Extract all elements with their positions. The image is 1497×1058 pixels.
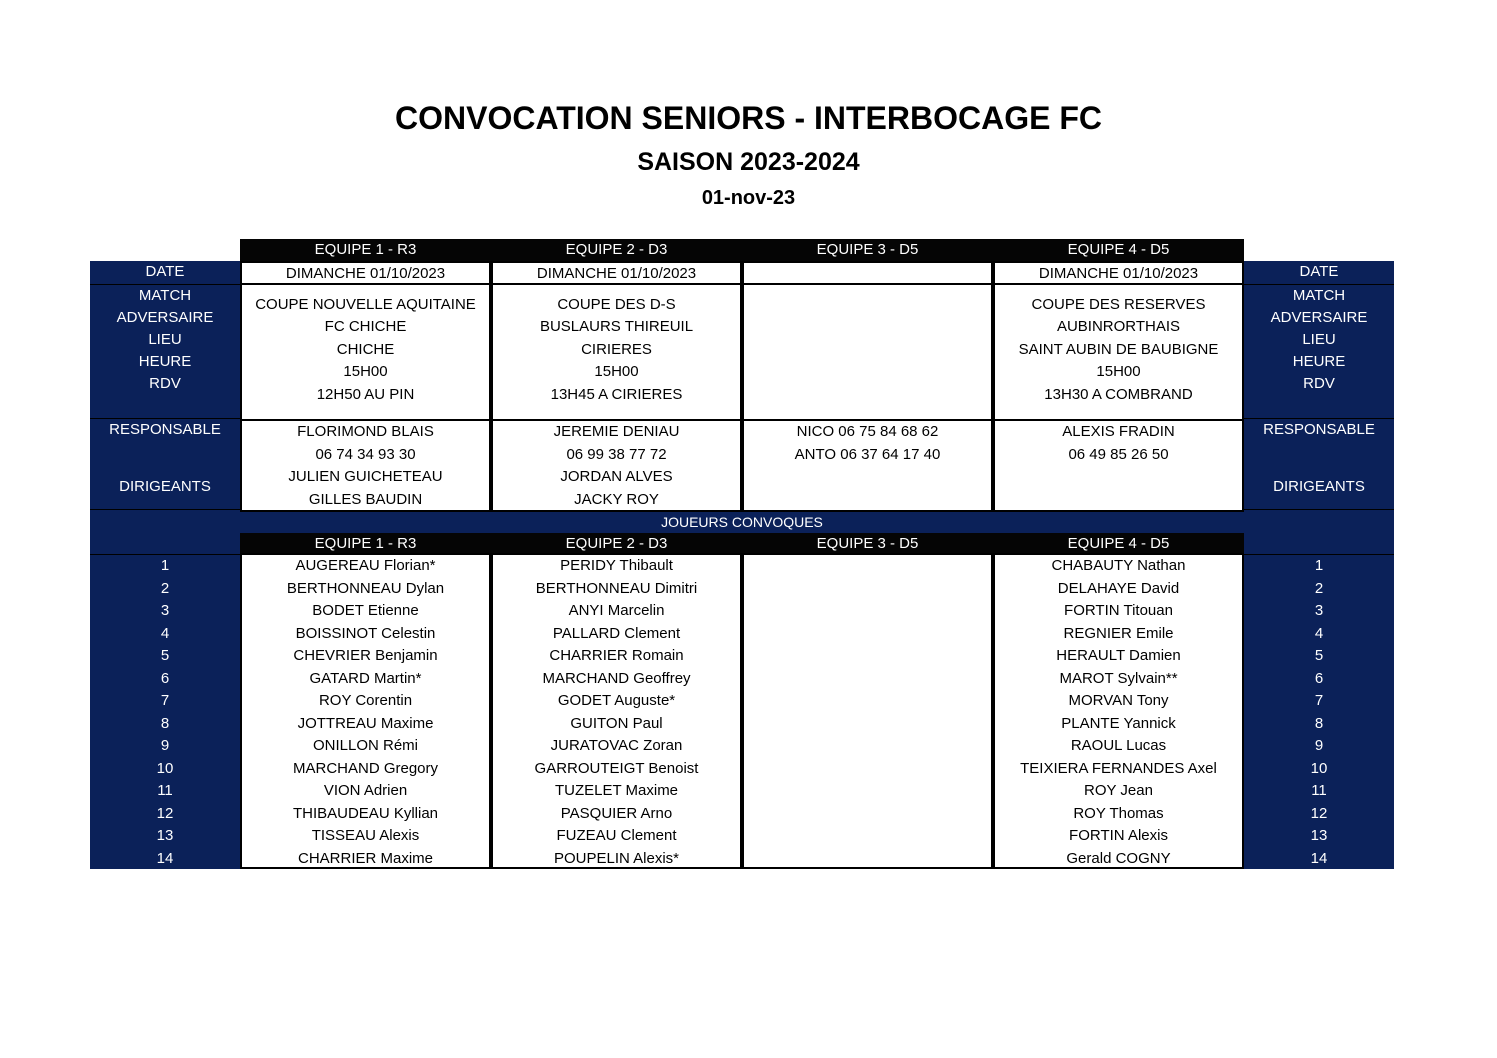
player-name: FUZEAU Clement <box>556 827 677 844</box>
player-name <box>744 848 991 870</box>
player-name: AUGEREAU Florian* <box>295 557 436 574</box>
label-adversaire-right: ADVERSAIRE <box>1270 309 1368 326</box>
label-heure: HEURE <box>138 353 192 370</box>
player-name: REGNIER Emile <box>1063 624 1174 642</box>
label-lieu-right: LIEU <box>1302 331 1336 348</box>
player-name <box>744 600 991 622</box>
player-name <box>744 690 991 712</box>
team-rdv <box>744 384 991 406</box>
team-heure: 15H00 <box>1096 363 1141 380</box>
player-name: GODET Auguste* <box>557 692 676 709</box>
label-lieu: LIEU <box>148 331 182 348</box>
left-labels-column <box>90 261 240 869</box>
player-number-left: 13 <box>156 827 174 844</box>
team-header-players: EQUIPE 4 - D5 <box>993 533 1244 555</box>
label-dirigeants-right: DIRIGEANTS <box>1273 478 1365 495</box>
player-name: TEIXIERA FERNANDES Axel <box>1020 759 1217 777</box>
team-date: DIMANCHE 01/10/2023 <box>285 265 446 282</box>
player-name <box>744 735 991 757</box>
team-phone: ANTO 06 37 64 17 40 <box>794 446 941 463</box>
team-responsable: ALEXIS FRADIN <box>1062 423 1175 440</box>
player-name: DELAHAYE David <box>1057 579 1180 597</box>
player-name: MARCHAND Geoffrey <box>542 669 691 687</box>
player-name: THIBAUDEAU Kyllian <box>292 804 439 822</box>
player-name: PERIDY Thibault <box>560 557 673 574</box>
team-match: COUPE NOUVELLE AQUITAINE <box>255 296 476 313</box>
player-number-left: 5 <box>160 647 170 664</box>
player-name: HERAULT Damien <box>1056 647 1181 664</box>
player-name: BERTHONNEAU Dylan <box>286 579 445 597</box>
team-staff-box <box>491 419 742 512</box>
team-header-players: EQUIPE 3 - D5 <box>742 533 993 555</box>
player-number-left: 12 <box>156 804 174 822</box>
player-name: MAROT Sylvain** <box>1059 669 1178 687</box>
label-adversaire: ADVERSAIRE <box>116 309 214 326</box>
player-name: RAOUL Lucas <box>1070 737 1167 754</box>
team-staff-box <box>742 419 993 512</box>
player-name: PLANTE Yannick <box>1061 714 1176 732</box>
team-match <box>744 294 991 316</box>
player-name: CHARRIER Maxime <box>297 849 433 867</box>
player-name: VION Adrien <box>323 782 408 799</box>
player-number-left: 14 <box>156 849 174 867</box>
team-match-box <box>742 283 993 421</box>
team-adversaire: FC CHICHE <box>324 318 407 335</box>
player-name: ROY Thomas <box>1073 804 1164 822</box>
player-name: BERTHONNEAU Dimitri <box>535 579 698 597</box>
joueurs-convoques-banner: JOUEURS CONVOQUES <box>240 511 1244 533</box>
team-dirigeant-2: JACKY ROY <box>574 491 659 508</box>
team-dirigeant-2: GILLES BAUDIN <box>308 491 423 508</box>
player-name: ROY Corentin <box>318 692 413 709</box>
player-name <box>744 803 991 825</box>
team-dirigeant-1 <box>995 466 1242 488</box>
player-number-right: 8 <box>1314 714 1324 732</box>
label-responsable: RESPONSABLE <box>109 421 221 438</box>
label-match: MATCH <box>138 287 192 304</box>
team-date <box>744 263 991 285</box>
label-match-right: MATCH <box>1292 287 1346 304</box>
player-name <box>744 713 991 735</box>
label-date-right: DATE <box>1299 263 1339 280</box>
team-rdv: 13H30 A COMBRAND <box>1044 386 1193 403</box>
player-number-left: 10 <box>156 759 174 777</box>
team-header-players: EQUIPE 2 - D3 <box>491 533 742 555</box>
player-name: FORTIN Alexis <box>1069 827 1168 844</box>
team-lieu <box>744 339 991 361</box>
player-number-right: 13 <box>1310 827 1328 844</box>
player-number-left: 2 <box>160 579 170 597</box>
team-date: DIMANCHE 01/10/2023 <box>536 265 697 282</box>
team-dirigeant-1 <box>744 466 991 488</box>
team-phone: 06 99 38 77 72 <box>566 446 667 463</box>
team-header: EQUIPE 1 - R3 <box>240 239 491 261</box>
player-number-right: 2 <box>1314 579 1324 597</box>
document-date: 01-nov-23 <box>701 187 796 209</box>
team-heure <box>744 361 991 383</box>
convocation-table <box>90 239 1396 869</box>
player-number-left: 1 <box>160 557 170 574</box>
player-number-left: 11 <box>157 782 173 799</box>
player-name <box>744 825 991 847</box>
player-number-right: 9 <box>1314 737 1324 754</box>
label-responsable-right: RESPONSABLE <box>1263 421 1375 438</box>
team-match: COUPE DES D-S <box>557 296 676 313</box>
player-name: POUPELIN Alexis* <box>553 849 680 867</box>
player-number-right: 1 <box>1314 557 1324 574</box>
label-heure-right: HEURE <box>1292 353 1346 370</box>
player-name <box>744 555 991 577</box>
team-lieu: CHICHE <box>336 341 395 358</box>
player-number-right: 5 <box>1314 647 1324 664</box>
right-labels-column <box>1244 261 1394 869</box>
label-rdv: RDV <box>149 375 181 392</box>
player-name: MORVAN Tony <box>1068 692 1169 709</box>
player-name: ROY Jean <box>1084 782 1153 799</box>
player-name <box>744 578 991 600</box>
player-number-right: 14 <box>1310 849 1328 867</box>
team-dirigeant-2 <box>744 489 991 511</box>
player-number-left: 8 <box>160 714 170 732</box>
player-name: MARCHAND Gregory <box>292 759 439 777</box>
team-players-box <box>993 553 1244 869</box>
team-dirigeant-2 <box>995 489 1242 511</box>
team-heure: 15H00 <box>343 363 388 380</box>
player-name: CHEVRIER Benjamin <box>293 647 438 664</box>
team-dirigeant-1: JULIEN GUICHETEAU <box>288 468 443 485</box>
player-name: CHABAUTY Nathan <box>1051 557 1186 574</box>
team-date-box <box>491 261 742 285</box>
team-adversaire: BUSLAURS THIREUIL <box>539 318 694 335</box>
player-name <box>744 623 991 645</box>
player-name: GATARD Martin* <box>309 669 422 687</box>
player-name: GARROUTEIGT Benoist <box>534 759 699 777</box>
player-name: PASQUIER Arno <box>560 804 673 822</box>
team-match: COUPE DES RESERVES <box>1031 296 1206 313</box>
player-number-left: 7 <box>160 692 170 709</box>
player-name: JURATOVAC Zoran <box>550 737 683 754</box>
team-responsable: FLORIMOND BLAIS <box>297 423 434 440</box>
player-name: TISSEAU Alexis <box>311 827 420 844</box>
player-number-left: 9 <box>160 737 170 754</box>
team-players-box <box>240 553 491 869</box>
player-name: ONILLON Rémi <box>312 737 419 754</box>
player-name <box>744 668 991 690</box>
player-name: PALLARD Clement <box>552 624 681 642</box>
team-date-box <box>742 261 993 285</box>
team-match-box <box>240 283 491 421</box>
player-number-right: 11 <box>1311 782 1327 799</box>
team-staff-box <box>240 419 491 512</box>
team-responsable: JEREMIE DENIAU <box>553 423 680 440</box>
team-players-box <box>491 553 742 869</box>
label-dirigeants: DIRIGEANTS <box>119 478 211 495</box>
label-rdv-right: RDV <box>1303 375 1335 392</box>
player-number-right: 12 <box>1310 804 1328 822</box>
team-date: DIMANCHE 01/10/2023 <box>1038 265 1199 282</box>
player-number-right: 3 <box>1314 602 1324 619</box>
player-name: JOTTREAU Maxime <box>297 714 434 732</box>
team-players-box <box>742 553 993 869</box>
team-rdv: 13H45 A CIRIERES <box>550 386 683 403</box>
team-staff-box <box>993 419 1244 512</box>
player-name: BODET Etienne <box>312 602 419 619</box>
team-header: EQUIPE 4 - D5 <box>993 239 1244 261</box>
player-name <box>744 780 991 802</box>
team-adversaire: AUBINRORTHAIS <box>1056 318 1181 335</box>
player-name <box>744 758 991 780</box>
player-name: GUITON Paul <box>570 714 663 732</box>
player-number-right: 6 <box>1314 669 1324 687</box>
player-number-right: 10 <box>1310 759 1328 777</box>
team-phone: 06 74 34 93 30 <box>315 446 416 463</box>
team-match-box <box>491 283 742 421</box>
player-number-right: 4 <box>1314 624 1324 642</box>
player-number-right: 7 <box>1314 692 1324 709</box>
player-name: TUZELET Maxime <box>554 782 679 799</box>
team-responsable: NICO 06 75 84 68 62 <box>796 423 939 440</box>
team-lieu: CIRIERES <box>581 341 652 358</box>
team-header-players: EQUIPE 1 - R3 <box>240 533 491 555</box>
team-heure: 15H00 <box>594 363 639 380</box>
team-phone: 06 49 85 26 50 <box>1068 446 1169 463</box>
page-title: CONVOCATION SENIORS - INTERBOCAGE FC <box>395 100 1102 136</box>
team-dirigeant-1: JORDAN ALVES <box>560 468 673 485</box>
label-date: DATE <box>145 263 185 280</box>
player-name: FORTIN Titouan <box>1064 602 1173 619</box>
team-lieu: SAINT AUBIN DE BAUBIGNE <box>1018 341 1219 358</box>
team-adversaire <box>744 316 991 338</box>
team-header: EQUIPE 3 - D5 <box>742 239 993 261</box>
player-name: CHARRIER Romain <box>549 647 684 664</box>
player-name: BOISSINOT Celestin <box>295 624 436 642</box>
player-name: Gerald COGNY <box>1066 849 1171 867</box>
player-name <box>744 645 991 667</box>
player-number-left: 3 <box>160 602 170 619</box>
player-number-left: 6 <box>160 669 170 687</box>
player-name: ANYI Marcelin <box>568 602 665 619</box>
team-header: EQUIPE 2 - D3 <box>491 239 742 261</box>
season-subtitle: SAISON 2023-2024 <box>637 148 860 176</box>
player-number-left: 4 <box>160 624 170 642</box>
team-rdv: 12H50 AU PIN <box>316 386 415 403</box>
team-date-box <box>993 261 1244 285</box>
team-date-box <box>240 261 491 285</box>
team-match-box <box>993 283 1244 421</box>
